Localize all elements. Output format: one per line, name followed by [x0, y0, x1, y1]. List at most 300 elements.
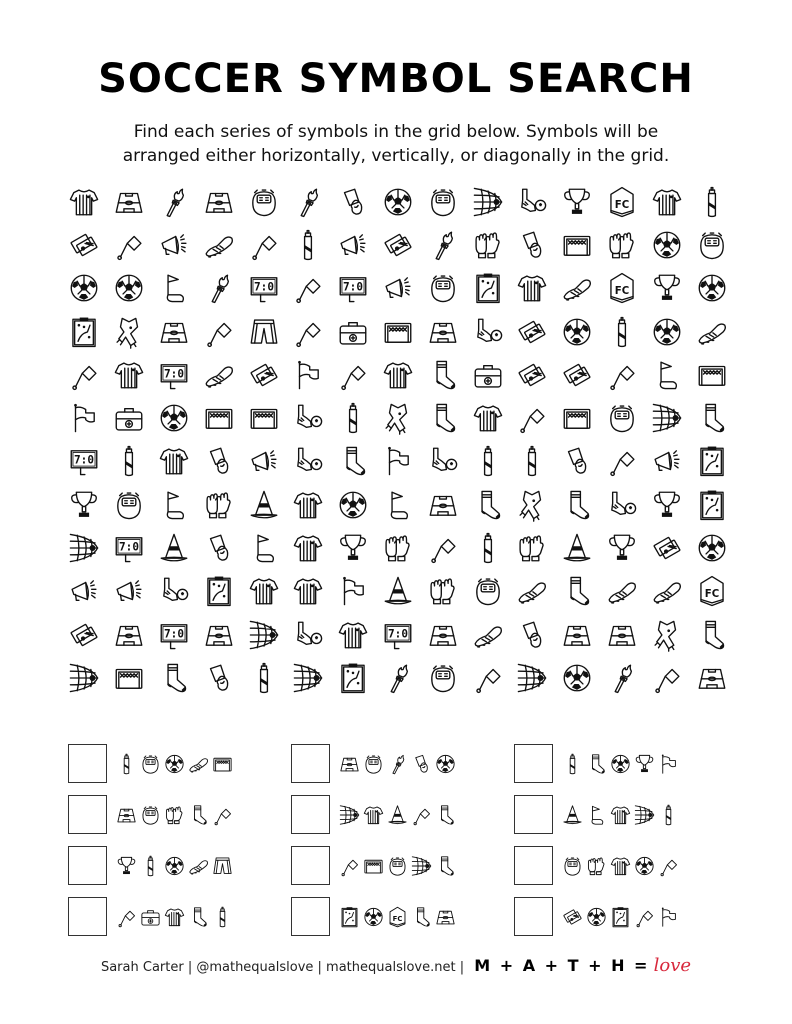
grid-cell[interactable] [465, 396, 510, 439]
grid-cell[interactable] [241, 267, 286, 310]
grid-cell[interactable] [689, 440, 734, 483]
grid-cell[interactable] [376, 526, 421, 569]
grid-cell[interactable] [644, 526, 689, 569]
answer-checkbox[interactable] [68, 897, 107, 936]
grid-cell[interactable] [510, 483, 555, 526]
answer-checkbox[interactable] [68, 846, 107, 885]
grid-cell[interactable] [331, 180, 376, 223]
grid-cell[interactable] [152, 267, 197, 310]
instructions-line-2: arranged either horizontally, vertically, or diagonally in the grid. [122, 146, 670, 166]
referee-jersey-icon [381, 358, 415, 392]
grid-cell[interactable] [644, 267, 689, 310]
grid-cell[interactable] [555, 570, 600, 613]
footer-love: love [653, 955, 692, 976]
grid-cell[interactable] [644, 223, 689, 266]
grid-cell[interactable] [241, 656, 286, 699]
answer-checkbox[interactable] [68, 744, 107, 783]
grid-cell[interactable] [241, 353, 286, 396]
soccer-field-icon [426, 488, 460, 522]
grid-cell[interactable] [555, 656, 600, 699]
scoreboard-icon [157, 618, 191, 652]
referee-jersey-icon [67, 185, 101, 219]
grid-cell[interactable] [196, 267, 241, 310]
goalkeeper-gloves-icon [605, 228, 639, 262]
grid-cell[interactable] [241, 526, 286, 569]
grid-cell[interactable] [555, 310, 600, 353]
grid-cell[interactable] [241, 223, 286, 266]
grid-cell[interactable] [689, 570, 734, 613]
referee-jersey-icon [291, 574, 325, 608]
grid-cell[interactable] [689, 267, 734, 310]
grid-cell[interactable] [600, 180, 645, 223]
grid-cell[interactable] [644, 656, 689, 699]
grid-cell[interactable] [331, 613, 376, 656]
grid-cell[interactable] [376, 396, 421, 439]
corner-flag-icon [157, 271, 191, 305]
stopwatch-icon [386, 852, 409, 880]
grid-cell[interactable] [510, 656, 555, 699]
grid-cell[interactable] [600, 483, 645, 526]
corner-flag-icon [650, 358, 684, 392]
grid-cell[interactable] [465, 267, 510, 310]
answer-checkbox[interactable] [514, 744, 553, 783]
search-item [68, 891, 291, 942]
grid-cell[interactable] [107, 526, 152, 569]
grid-cell[interactable] [376, 223, 421, 266]
grid-cell[interactable] [465, 613, 510, 656]
grid-cell[interactable] [331, 656, 376, 699]
goal-icon [112, 661, 146, 695]
stopwatch-icon [139, 750, 162, 778]
grid-cell[interactable] [465, 310, 510, 353]
linesman-flag-icon [247, 228, 281, 262]
grid-cell[interactable] [600, 656, 645, 699]
grid-cell[interactable] [62, 440, 107, 483]
grid-cell[interactable] [465, 526, 510, 569]
search-item [514, 891, 738, 942]
grid-cell[interactable] [600, 440, 645, 483]
grid-cell[interactable] [689, 396, 734, 439]
grid-cell[interactable] [62, 526, 107, 569]
ball-in-net-icon [291, 661, 325, 695]
grid-cell[interactable] [465, 483, 510, 526]
answer-checkbox[interactable] [514, 846, 553, 885]
grid-cell[interactable] [196, 396, 241, 439]
grid-cell[interactable] [107, 440, 152, 483]
goal-icon [362, 852, 385, 880]
symbol-sequence [561, 903, 680, 931]
grid-cell[interactable] [196, 353, 241, 396]
grid-cell[interactable] [107, 570, 152, 613]
grid-cell[interactable] [286, 396, 331, 439]
soccer-ball-icon [112, 271, 146, 305]
grid-cell[interactable] [644, 613, 689, 656]
grid-cell[interactable] [510, 396, 555, 439]
stopwatch-icon [247, 185, 281, 219]
svg-text:FC: FC [614, 286, 630, 298]
grid-cell[interactable] [376, 656, 421, 699]
grid-cell[interactable] [107, 396, 152, 439]
grid-cell[interactable] [420, 440, 465, 483]
grid-cell[interactable] [644, 396, 689, 439]
symbol-sequence [338, 801, 457, 829]
grid-cell[interactable] [600, 570, 645, 613]
grid-cell[interactable] [420, 656, 465, 699]
grid-cell[interactable] [196, 613, 241, 656]
answer-checkbox[interactable] [291, 795, 330, 834]
grid-cell[interactable] [555, 180, 600, 223]
goalkeeper-gloves-icon [163, 801, 186, 829]
symbol-sequence [338, 852, 457, 880]
torch-icon [426, 228, 460, 262]
soccer-ball-icon [362, 903, 385, 931]
tickets-icon [67, 618, 101, 652]
grid-cell[interactable] [331, 483, 376, 526]
goal-icon [211, 750, 234, 778]
sock-icon [695, 618, 729, 652]
grid-cell[interactable] [465, 656, 510, 699]
grid-cell[interactable] [152, 310, 197, 353]
megaphone-icon [381, 271, 415, 305]
svg-text:7:0: 7:0 [74, 453, 95, 467]
grid-cell[interactable] [286, 267, 331, 310]
cleat-icon [695, 315, 729, 349]
grid-cell[interactable] [286, 656, 331, 699]
grid-cell[interactable] [286, 180, 331, 223]
grid-cell[interactable] [510, 267, 555, 310]
grid-cell[interactable] [152, 180, 197, 223]
grid-cell[interactable] [376, 483, 421, 526]
soccer-field-icon [695, 661, 729, 695]
grid-cell[interactable] [331, 267, 376, 310]
water-bottle-icon [115, 750, 138, 778]
grid-cell[interactable] [62, 570, 107, 613]
answer-checkbox[interactable] [291, 846, 330, 885]
grid-cell[interactable] [420, 180, 465, 223]
linesman-flag-icon [605, 444, 639, 478]
grid-cell[interactable] [196, 570, 241, 613]
grid-cell[interactable] [331, 440, 376, 483]
grid-cell[interactable] [510, 353, 555, 396]
grid-cell[interactable] [62, 223, 107, 266]
water-bottle-icon [657, 801, 680, 829]
tactics-clipboard-icon [338, 903, 361, 931]
referee-card-icon [560, 444, 594, 478]
linesman-flag-icon [605, 358, 639, 392]
grid-cell[interactable] [62, 613, 107, 656]
referee-card-icon [515, 618, 549, 652]
grid-cell[interactable] [196, 310, 241, 353]
svg-text:7:0: 7:0 [253, 280, 274, 294]
soccer-ball-icon [157, 401, 191, 435]
grid-cell[interactable] [196, 483, 241, 526]
sock-icon [410, 903, 433, 931]
fc-pennant-icon [695, 574, 729, 608]
grid-cell[interactable] [331, 223, 376, 266]
grid-cell[interactable] [376, 570, 421, 613]
search-item [514, 738, 738, 789]
soccer-ball-icon [163, 852, 186, 880]
goal-icon [202, 401, 236, 435]
megaphone-icon [67, 574, 101, 608]
grid-cell[interactable] [62, 396, 107, 439]
ball-in-net-icon [67, 531, 101, 565]
kick-ball-icon [471, 315, 505, 349]
grid-cell[interactable] [241, 396, 286, 439]
grid-cell[interactable] [510, 180, 555, 223]
grid-cell[interactable] [600, 526, 645, 569]
grid-cell[interactable] [196, 180, 241, 223]
grid-cell[interactable] [196, 440, 241, 483]
grid-cell[interactable] [420, 267, 465, 310]
grid-cell[interactable] [689, 483, 734, 526]
grid-cell[interactable] [376, 353, 421, 396]
grid-cell[interactable] [152, 613, 197, 656]
grid-cell[interactable] [555, 483, 600, 526]
megaphone-icon [112, 574, 146, 608]
grid-cell[interactable] [286, 526, 331, 569]
tactics-clipboard-icon [471, 271, 505, 305]
grid-cell[interactable] [376, 440, 421, 483]
scarf-icon [112, 315, 146, 349]
answer-checkbox[interactable] [68, 795, 107, 834]
grid-cell[interactable] [376, 267, 421, 310]
grid-cell[interactable] [241, 180, 286, 223]
answer-checkbox[interactable] [514, 795, 553, 834]
grid-cell[interactable] [152, 223, 197, 266]
grid-cell[interactable] [286, 440, 331, 483]
grid-cell[interactable] [241, 570, 286, 613]
water-bottle-icon [291, 228, 325, 262]
grid-cell[interactable] [644, 310, 689, 353]
grid-cell[interactable] [62, 180, 107, 223]
referee-card-icon [202, 444, 236, 478]
stopwatch-icon [362, 750, 385, 778]
grid-cell[interactable] [465, 353, 510, 396]
grid-cell[interactable] [644, 180, 689, 223]
grid-cell[interactable] [152, 570, 197, 613]
grid-cell[interactable] [689, 180, 734, 223]
grid-cell[interactable] [465, 223, 510, 266]
ball-in-net-icon [650, 401, 684, 435]
search-item [291, 840, 514, 891]
grid-cell[interactable] [689, 613, 734, 656]
grid-cell[interactable] [420, 353, 465, 396]
grid-cell[interactable] [152, 396, 197, 439]
fc-pennant-icon [605, 271, 639, 305]
grid-cell[interactable] [510, 310, 555, 353]
grid-cell[interactable] [510, 440, 555, 483]
grid-cell[interactable] [107, 656, 152, 699]
grid-cell[interactable] [241, 310, 286, 353]
cone-icon [386, 801, 409, 829]
grid-cell[interactable] [241, 613, 286, 656]
grid-cell[interactable] [62, 656, 107, 699]
scarf-icon [650, 618, 684, 652]
search-item [291, 738, 514, 789]
grid-cell[interactable] [286, 613, 331, 656]
answer-checkbox[interactable] [291, 744, 330, 783]
grid-cell[interactable] [376, 613, 421, 656]
cleat-icon [187, 852, 210, 880]
grid-cell[interactable] [555, 353, 600, 396]
grid-cell[interactable] [510, 570, 555, 613]
tactics-clipboard-icon [202, 574, 236, 608]
grid-cell[interactable] [689, 310, 734, 353]
grid-cell[interactable] [107, 483, 152, 526]
grid-cell[interactable] [376, 310, 421, 353]
grid-cell[interactable] [510, 223, 555, 266]
scoreboard-icon [381, 618, 415, 652]
grid-cell[interactable] [644, 483, 689, 526]
grid-cell[interactable] [689, 526, 734, 569]
waving-flag-icon [336, 574, 370, 608]
soccer-ball-icon [67, 271, 101, 305]
grid-cell[interactable] [286, 223, 331, 266]
grid-cell[interactable] [62, 483, 107, 526]
grid-cell[interactable] [600, 613, 645, 656]
soccer-ball-icon [633, 852, 656, 880]
linesman-flag-icon [211, 801, 234, 829]
grid-cell[interactable] [196, 656, 241, 699]
grid-cell[interactable] [286, 483, 331, 526]
trophy-icon [650, 271, 684, 305]
grid-cell[interactable] [555, 396, 600, 439]
grid-cell[interactable] [331, 396, 376, 439]
grid-cell[interactable] [152, 440, 197, 483]
grid-cell[interactable] [600, 396, 645, 439]
grid-cell[interactable] [107, 180, 152, 223]
kick-ball-icon [157, 574, 191, 608]
tickets-icon [650, 531, 684, 565]
search-item [291, 789, 514, 840]
grid-cell[interactable] [465, 180, 510, 223]
grid-cell[interactable] [286, 570, 331, 613]
grid-cell[interactable] [241, 483, 286, 526]
grid-cell[interactable] [152, 656, 197, 699]
grid-cell[interactable] [600, 223, 645, 266]
grid-cell[interactable] [420, 483, 465, 526]
grid-cell[interactable] [600, 353, 645, 396]
goal-icon [381, 315, 415, 349]
tactics-clipboard-icon [67, 315, 101, 349]
grid-cell[interactable] [107, 310, 152, 353]
grid-cell[interactable] [600, 267, 645, 310]
scarf-icon [381, 401, 415, 435]
grid-cell[interactable] [152, 353, 197, 396]
grid-cell[interactable] [286, 353, 331, 396]
grid-cell[interactable] [152, 526, 197, 569]
referee-card-icon [515, 228, 549, 262]
grid-cell[interactable] [420, 396, 465, 439]
grid-cell[interactable] [196, 223, 241, 266]
goal-icon [247, 401, 281, 435]
footer-brand: M + A + T + H = [474, 956, 650, 975]
torch-icon [381, 661, 415, 695]
cleat-icon [605, 574, 639, 608]
grid-cell[interactable] [644, 440, 689, 483]
stopwatch-icon [426, 185, 460, 219]
grid-cell[interactable] [644, 353, 689, 396]
grid-cell[interactable] [420, 613, 465, 656]
grid-cell[interactable] [196, 526, 241, 569]
ball-in-net-icon [633, 801, 656, 829]
search-item [68, 840, 291, 891]
symbol-sequence [115, 750, 234, 778]
grid-cell[interactable] [152, 483, 197, 526]
cone-icon [247, 488, 281, 522]
grid-cell[interactable] [107, 223, 152, 266]
grid-cell[interactable] [107, 353, 152, 396]
sock-icon [434, 801, 457, 829]
answer-checkbox[interactable] [514, 897, 553, 936]
sock-icon [157, 661, 191, 695]
grid-cell[interactable] [689, 223, 734, 266]
grid-cell[interactable] [420, 223, 465, 266]
grid-cell[interactable] [241, 440, 286, 483]
referee-jersey-icon [163, 903, 186, 931]
grid-cell[interactable] [331, 353, 376, 396]
grid-cell[interactable] [510, 613, 555, 656]
grid-cell[interactable] [510, 526, 555, 569]
ball-in-net-icon [515, 661, 549, 695]
grid-cell[interactable] [689, 656, 734, 699]
symbol-sequence [338, 903, 457, 931]
grid-cell[interactable] [420, 570, 465, 613]
grid-cell[interactable] [107, 267, 152, 310]
answer-checkbox[interactable] [291, 897, 330, 936]
torch-icon [202, 271, 236, 305]
goalkeeper-gloves-icon [515, 531, 549, 565]
corner-flag-icon [381, 488, 415, 522]
search-item [291, 891, 514, 942]
grid-cell[interactable] [465, 440, 510, 483]
grid-cell[interactable] [107, 613, 152, 656]
grid-cell[interactable] [62, 353, 107, 396]
water-bottle-icon [561, 750, 584, 778]
cone-icon [561, 801, 584, 829]
grid-cell[interactable] [331, 570, 376, 613]
grid-cell[interactable] [644, 570, 689, 613]
instructions-line-1: Find each series of symbols in the grid below. Symbols will be [133, 122, 659, 142]
grid-cell[interactable] [555, 223, 600, 266]
referee-card-icon [410, 750, 433, 778]
cone-icon [381, 574, 415, 608]
grid-cell[interactable] [331, 310, 376, 353]
grid-cell[interactable] [555, 613, 600, 656]
grid-cell[interactable] [62, 310, 107, 353]
grid-cell[interactable] [420, 526, 465, 569]
linesman-flag-icon [410, 801, 433, 829]
grid-cell[interactable] [286, 310, 331, 353]
svg-text:FC: FC [704, 589, 719, 601]
grid-cell[interactable] [689, 353, 734, 396]
grid-cell[interactable] [420, 310, 465, 353]
grid-cell[interactable] [376, 180, 421, 223]
grid-cell[interactable] [555, 267, 600, 310]
soccer-field-icon [338, 750, 361, 778]
kick-ball-icon [291, 401, 325, 435]
grid-cell[interactable] [62, 267, 107, 310]
symbol-sequence [561, 750, 680, 778]
grid-cell[interactable] [555, 440, 600, 483]
grid-cell[interactable] [555, 526, 600, 569]
grid-cell[interactable] [465, 570, 510, 613]
stopwatch-icon [112, 488, 146, 522]
referee-jersey-icon [336, 618, 370, 652]
grid-cell[interactable] [600, 310, 645, 353]
grid-cell[interactable] [331, 526, 376, 569]
